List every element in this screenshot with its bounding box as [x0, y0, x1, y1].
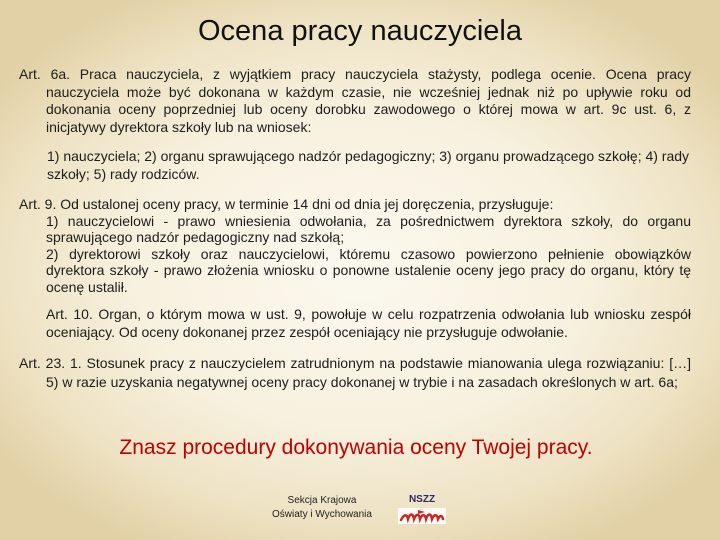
art-23-paragraph: [19, 354, 691, 392]
solidarnosc-logo: [396, 494, 448, 524]
solidarnosc-logo-icon: [398, 508, 446, 524]
art-9-item-2: 2) dyrektorowi szkoły oraz nauczycielowi, któremu czasowo powierzono pełnienie obowiązków dyrektora szkoły - prawo złożenia wniosku o ponowne ustalenie oceny jego pracy do organu, który tę ocenę ustalił.: [46, 245, 691, 295]
art-10-paragraph: [29, 306, 691, 341]
art-9-paragraph: [19, 196, 691, 295]
footer-organization: [252, 494, 392, 522]
page-title: Ocena pracy nauczyciela: [198, 15, 522, 47]
logo-nszz-text: NSZZ: [408, 494, 436, 505]
art-23-text: Art. 23. 1. Stosunek pracy z nauczycielem zatrudnionym na podstawie mianowania ulega rozwiązaniu: […] 5) w razie uzyskania negatywnej oceny pracy dokonanej w trybie i na zasadach określonych w art. 6a;: [19, 355, 691, 390]
art-6a-list: 1) nauczyciela; 2) organu sprawującego nadzór pedagogiczny; 3) organu prowadzącego szkołę; 4) rady szkoły; 5) rady rodziców.: [47, 148, 690, 182]
art-6a-text: Art. 6a. Praca nauczyciela, z wyjątkiem pracy nauczyciela stażysty, podlega ocenie. Ocena pracy nauczyciela może być dokonana w każdym czasie, nie wcześniej jednak niż po upływie roku od dokonania oceny poprzedniej lub oceny dorobku zawodowego o której mowa w art. 9c ust. 6, z inicjatywy dyrektora szkoły lub na wniosek:: [19, 66, 691, 135]
footer-org-line-1: Sekcja Krajowa: [287, 495, 357, 506]
art-9-item-1: 1) nauczycielowi - prawo wniesienia odwołania, za pośrednictwem dyrektora szkoły, do organu sprawującego nadzór pedagogiczny nad szkołą;: [46, 212, 691, 245]
art-9-intro: Art. 9. Od ustalonej oceny pracy, w terminie 14 dni od dnia jej doręczenia, przysługuje:: [19, 196, 554, 212]
callout-text: Znasz procedury dokonywania oceny Twojej pracy.: [119, 436, 593, 459]
art-10-text: Art. 10. Organ, o którym mowa w ust. 9, powołuje w celu rozpatrzenia odwołania lub wniosku zespół oceniający. Od oceny dokonanej przez zespół oceniający nie przysługuje odwołanie.: [46, 306, 691, 340]
art-6a-paragraph: [19, 66, 691, 136]
footer-org-line-2: Oświaty i Wychowania: [272, 509, 372, 520]
